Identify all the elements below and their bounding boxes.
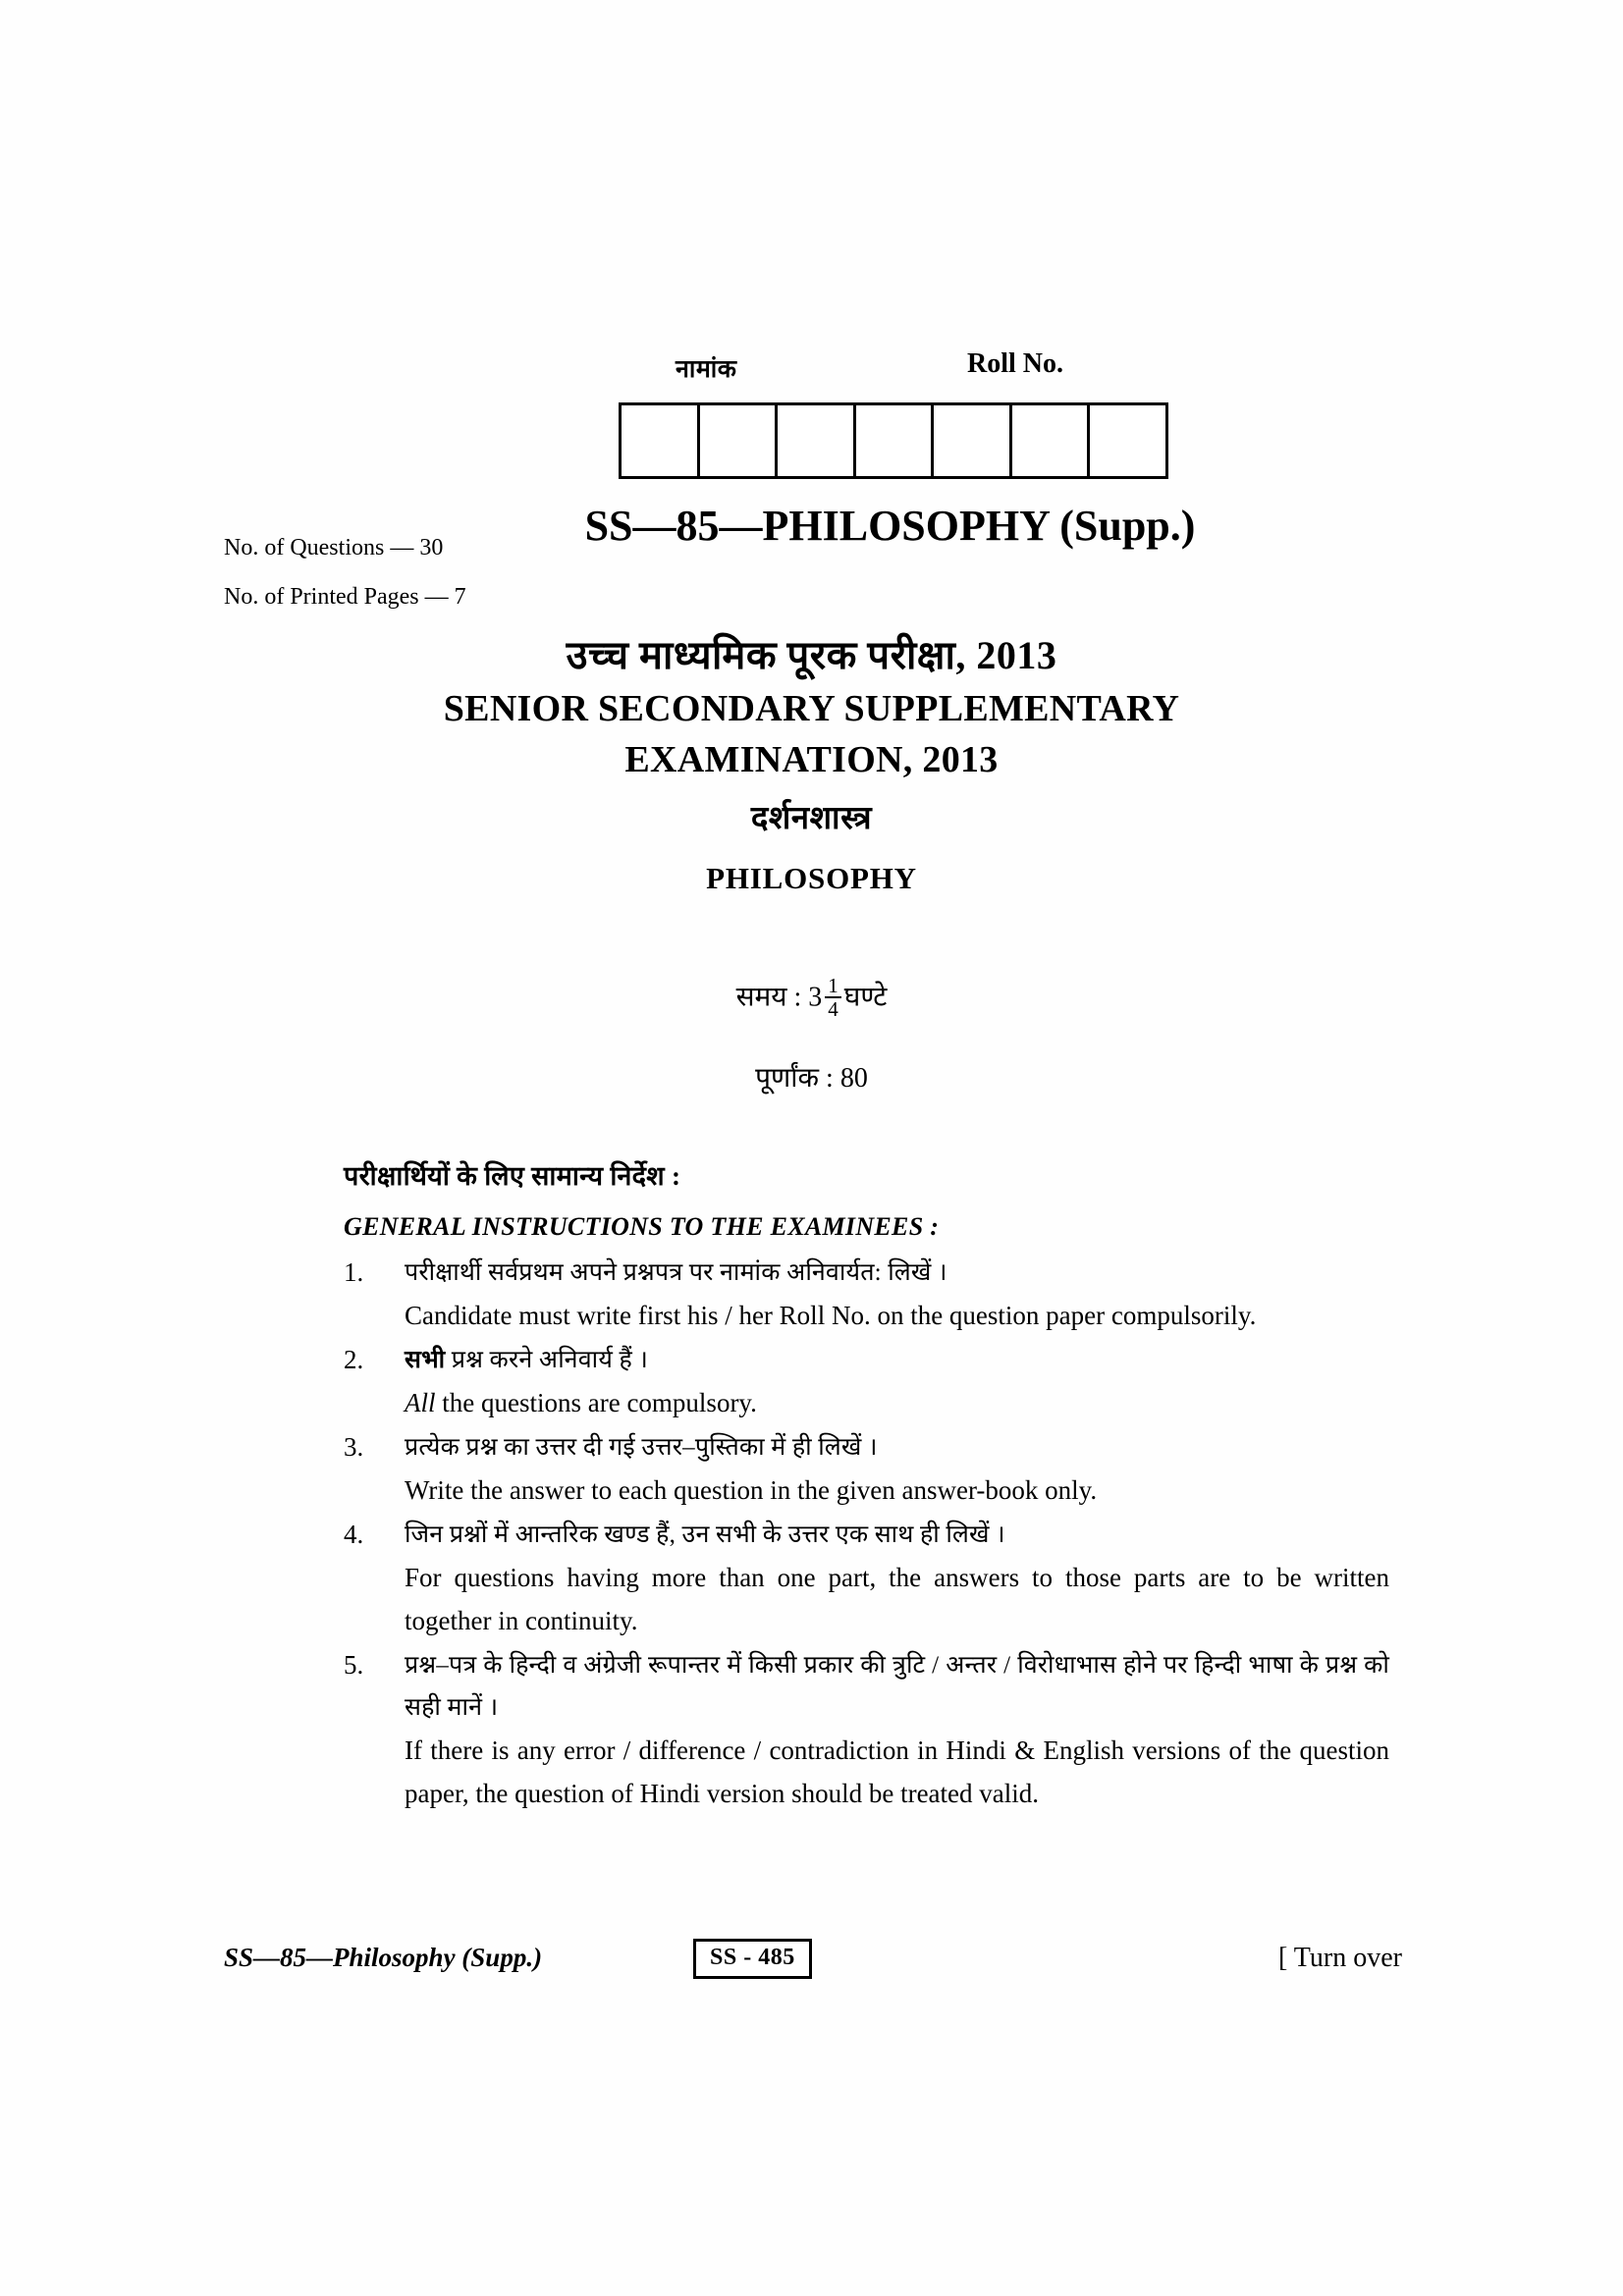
- rollno-cell[interactable]: [934, 405, 1012, 476]
- instruction-body: [405, 1252, 1389, 1337]
- instruction-body: [405, 1339, 1389, 1424]
- instructions-heading-hindi: परीक्षार्थियों के लिए सामान्य निर्देश :: [344, 1161, 681, 1191]
- exam-title-hindi: उच्च माध्यमिक पूरक परीक्षा, 2013: [566, 633, 1057, 677]
- page-footer: [224, 1939, 1402, 1990]
- instruction-english: [405, 1381, 1389, 1424]
- instruction-hindi-emphasis: सभी: [405, 1347, 446, 1373]
- exam-duration-suffix: घण्टे: [843, 982, 888, 1013]
- instruction-number: 1.: [344, 1257, 364, 1287]
- instruction-body: [405, 1644, 1389, 1815]
- instruction-item: [344, 1644, 1389, 1815]
- exam-title-english-line1: SENIOR SECONDARY SUPPLEMENTARY: [443, 688, 1180, 729]
- subject-title-english: PHILOSOPHY: [706, 861, 917, 895]
- no-of-printed-pages: No. of Printed Pages — 7: [224, 584, 466, 610]
- instruction-item: [344, 1426, 1389, 1512]
- rollno-cell[interactable]: [700, 405, 779, 476]
- instruction-hindi: [405, 1339, 1389, 1381]
- instruction-english: If there is any error / difference / contradiction in Hindi & English versions of the question paper, the question of Hindi version should be treated valid.: [405, 1735, 1389, 1808]
- instruction-body: [405, 1514, 1389, 1642]
- paper-code-title: SS—85—PHILOSOPHY (Supp.): [584, 502, 1196, 550]
- instruction-english-rest: the questions are compulsory.: [435, 1388, 757, 1417]
- instruction-hindi: प्रत्येक प्रश्न का उत्तर दी गई उत्तर–पुस्तिका में ही लिखें ।: [405, 1434, 878, 1461]
- instruction-item: [344, 1514, 1389, 1642]
- instruction-hindi: प्रश्न–पत्र के हिन्दी व अंग्रेजी रूपान्तर में किसी प्रकार की त्रुटि / अन्तर / विरोधाभास होने पर हिन्दी भाषा के प्रश्न को सही मानें ।: [405, 1652, 1389, 1721]
- rollno-cell[interactable]: [856, 405, 935, 476]
- rollno-cell[interactable]: [622, 405, 700, 476]
- instruction-number: 2.: [344, 1345, 364, 1374]
- fraction-denominator: 4: [825, 996, 841, 1020]
- instruction-body: [405, 1426, 1389, 1512]
- exam-title-english-line2: EXAMINATION, 2013: [624, 739, 999, 780]
- rollno-cell[interactable]: [778, 405, 856, 476]
- fraction-numerator: 1: [828, 974, 839, 997]
- instruction-english: For questions having more than one part, the answers to those parts are to be written together in continuity.: [405, 1563, 1389, 1635]
- footer-code-box: SS - 485: [693, 1939, 812, 1979]
- footer-paper-name: SS—85—Philosophy (Supp.): [224, 1943, 543, 1972]
- instruction-number: 4.: [344, 1520, 364, 1549]
- instruction-hindi-rest: प्रश्न करने अनिवार्य हैं ।: [445, 1347, 649, 1373]
- instruction-number: 5.: [344, 1650, 364, 1680]
- exam-title-block: [0, 628, 1623, 905]
- instruction-item: [344, 1252, 1389, 1337]
- maximum-marks: पूर्णांक : 80: [755, 1063, 868, 1094]
- instruction-item: [344, 1339, 1389, 1424]
- subject-title-hindi: दर्शनशास्त्र: [750, 801, 873, 836]
- footer-turn-over: [ Turn over: [1277, 1943, 1402, 1973]
- rollno-grid[interactable]: [619, 402, 1168, 479]
- rollno-label-english: Roll No.: [967, 348, 1063, 379]
- instruction-english-emphasis: All: [405, 1388, 436, 1417]
- instruction-number: 3.: [344, 1432, 364, 1462]
- exam-duration: [0, 974, 1623, 1022]
- rollno-header: [619, 348, 1168, 397]
- instructions-heading-english: GENERAL INSTRUCTIONS TO THE EXAMINEES :: [344, 1212, 940, 1241]
- no-of-questions: No. of Questions — 30: [224, 535, 444, 561]
- rollno-cell[interactable]: [1012, 405, 1091, 476]
- instruction-hindi: परीक्षार्थी सर्वप्रथम अपने प्रश्नपत्र पर नामांक अनिवार्यत: लिखें ।: [405, 1259, 947, 1286]
- rollno-cell[interactable]: [1090, 405, 1165, 476]
- general-instructions: [344, 1156, 1389, 1817]
- instruction-hindi: जिन प्रश्नों में आन्तरिक खण्ड हैं, उन सभी के उत्तर एक साथ ही लिखें ।: [405, 1522, 1005, 1548]
- rollno-label-hindi: नामांक: [676, 356, 737, 383]
- instruction-english: Write the answer to each question in the given answer-book only.: [405, 1475, 1098, 1505]
- duration-fraction: [825, 975, 841, 1020]
- exam-duration-prefix: समय : 3: [735, 982, 823, 1013]
- instruction-english: Candidate must write first his / her Roll No. on the question paper compulsorily.: [405, 1301, 1257, 1330]
